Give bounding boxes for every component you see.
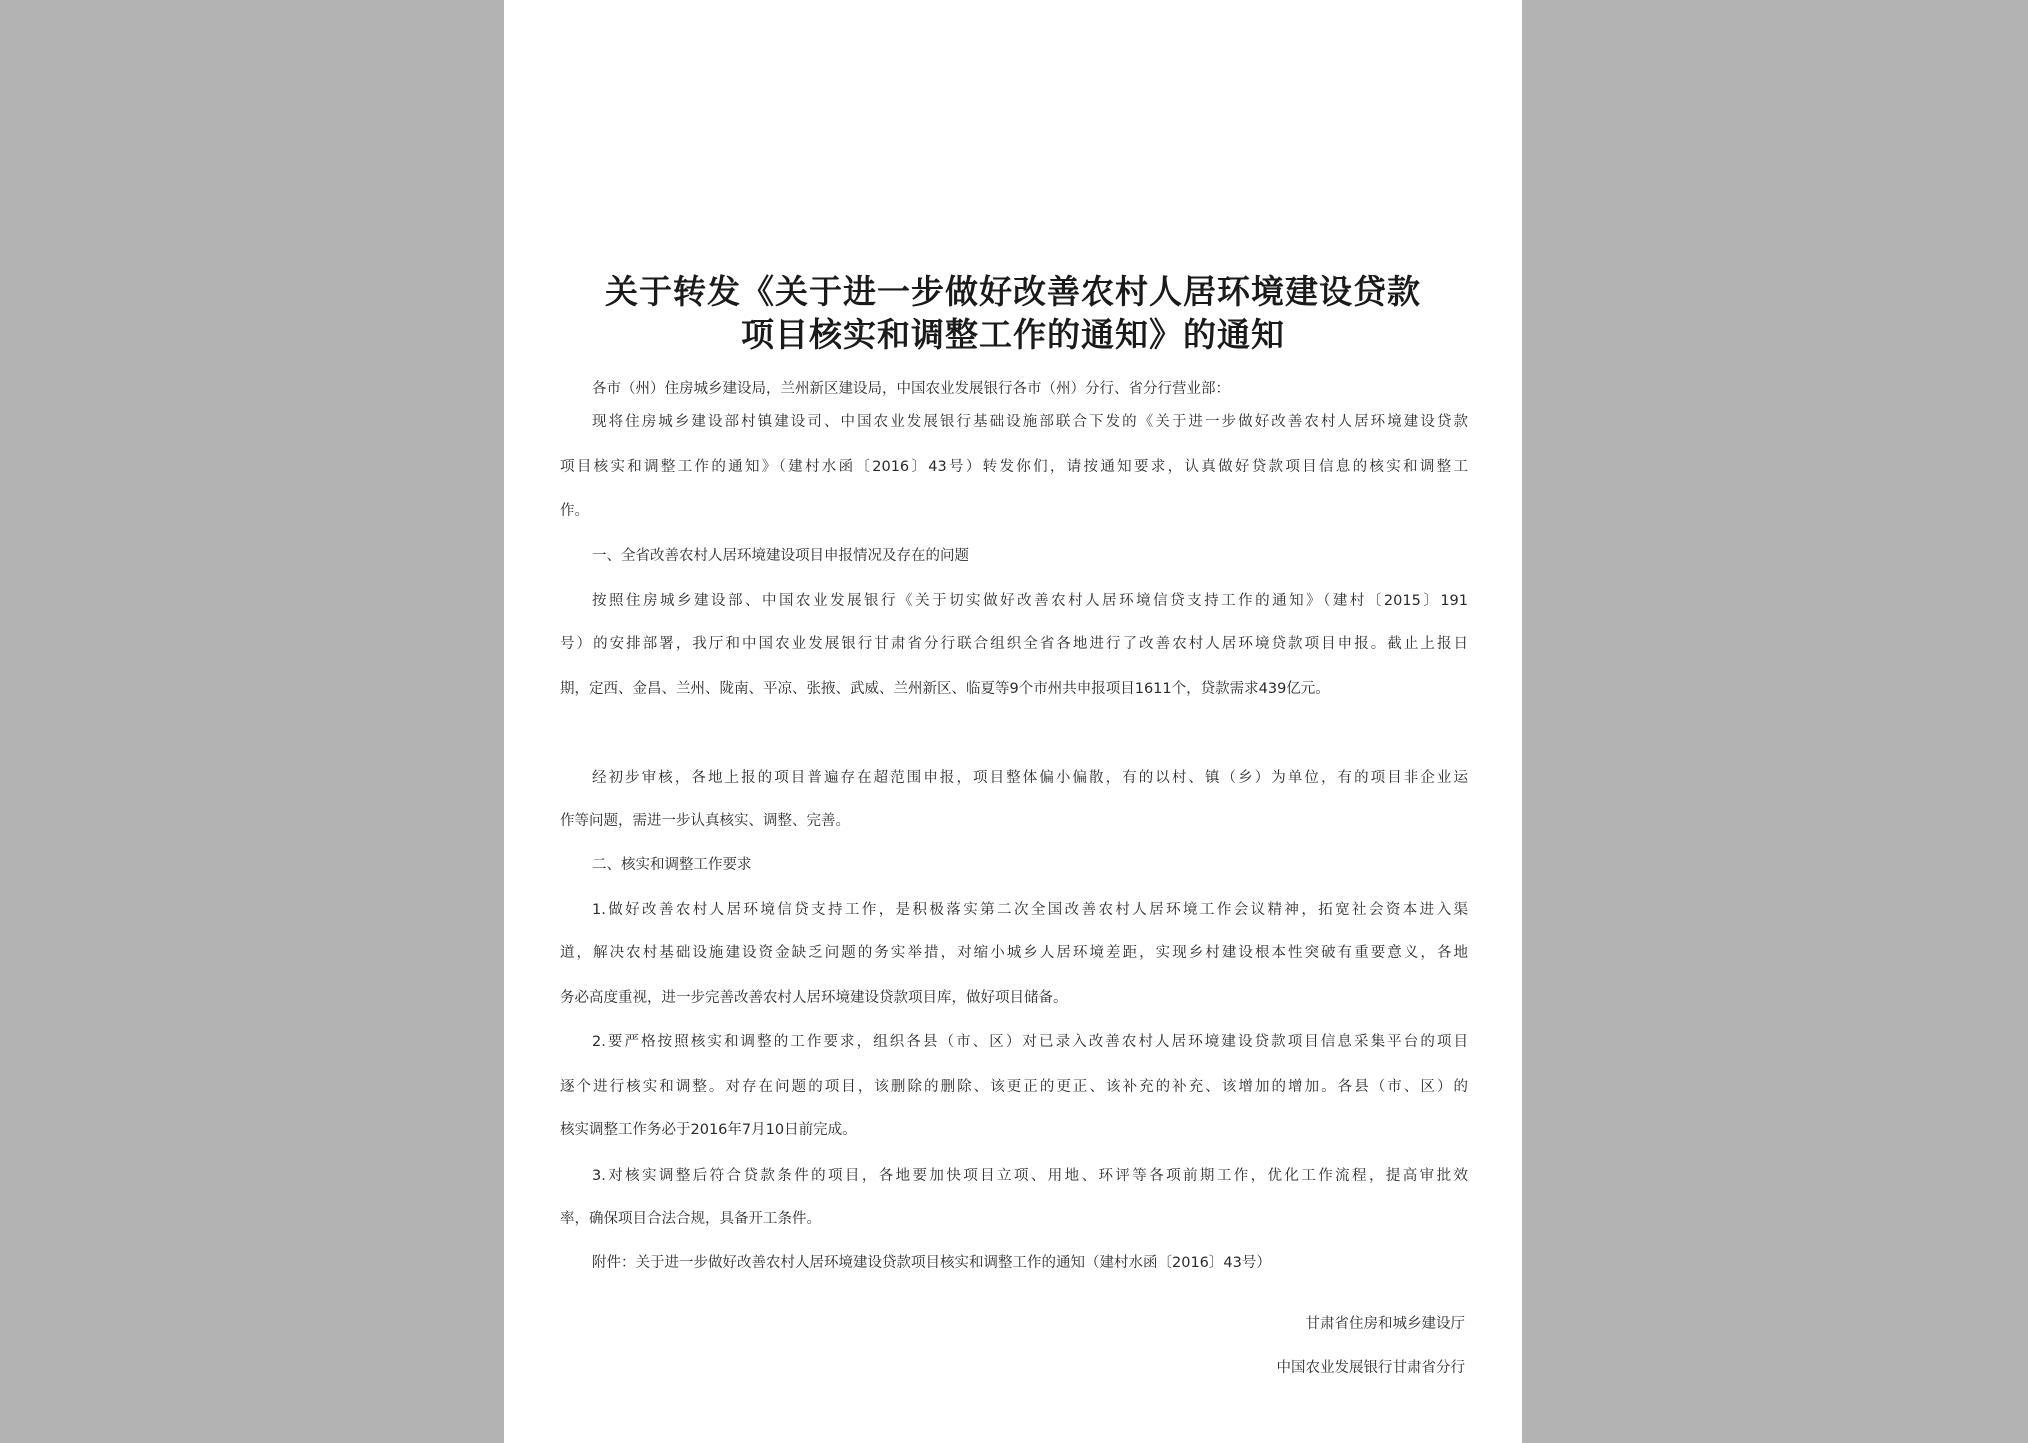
section-1-para-1-line-1: 按照住房城乡建设部、中国农业发展银行《关于切实做好改善农村人居环境信贷支持工作的通知》（建村〔2015〕191 <box>592 593 1468 609</box>
attachment-note: 附件：关于进一步做好改善农村人居环境建设贷款项目核实和调整工作的通知（建村水函〔2016〕43号） <box>592 1255 1271 1271</box>
section-1-para-1-line-2: 号）的安排部署，我厅和中国农业发展银行甘肃省分行联合组织全省各地进行了改善农村人居环境贷款项目申报。截止上报日 <box>560 636 1468 652</box>
section-1-heading: 一、全省改善农村人居环境建设项目申报情况及存在的问题 <box>592 548 969 564</box>
section-2-heading: 二、核实和调整工作要求 <box>592 857 752 873</box>
intro-line-3: 作。 <box>560 503 589 519</box>
document-title-line-1: 关于转发《关于进一步做好改善农村人居环境建设贷款 <box>605 272 1421 311</box>
intro-line-2: 项目核实和调整工作的通知》（建村水函〔2016〕43号）转发你们，请按通知要求，认真做好贷款项目信息的核实和调整工 <box>560 459 1468 475</box>
item-1-line-1: 1.做好改善农村人居环境信贷支持工作，是积极落实第二次全国改善农村人居环境工作会议精神，拓宽社会资本进入渠 <box>592 902 1468 918</box>
document-title-line-2: 项目核实和调整工作的通知》的通知 <box>741 315 1285 354</box>
salutation: 各市（州）住房城乡建设局，兰州新区建设局，中国农业发展银行各市（州）分行、省分行营业部： <box>592 381 1230 397</box>
section-1-para-2-line-2: 作等问题，需进一步认真核实、调整、完善。 <box>560 813 850 829</box>
item-1-line-2: 道，解决农村基础设施建设资金缺乏问题的务实举措，对缩小城乡人居环境差距，实现乡村建设根本性突破有重要意义，各地 <box>560 945 1468 961</box>
item-2-line-3: 核实调整工作务必于2016年7月10日前完成。 <box>560 1122 857 1138</box>
intro-line-1: 现将住房城乡建设部村镇建设司、中国农业发展银行基础设施部联合下发的《关于进一步做好改善农村人居环境建设贷款 <box>592 414 1468 430</box>
item-2-line-1: 2.要严格按照核实和调整的工作要求，组织各县（市、区）对已录入改善农村人居环境建设贷款项目信息采集平台的项目 <box>592 1034 1468 1050</box>
item-2-line-2: 逐个进行核实和调整。对存在问题的项目，该删除的删除、该更正的更正、该补充的补充、该增加的增加。各县（市、区）的 <box>560 1079 1468 1095</box>
section-1-para-1-line-3: 期，定西、金昌、兰州、陇南、平凉、张掖、武威、兰州新区、临夏等9个市州共申报项目1611个，贷款需求439亿元。 <box>560 681 1330 697</box>
document-page <box>504 0 1522 1443</box>
item-3-line-1: 3.对核实调整后符合贷款条件的项目，各地要加快项目立项、用地、环评等各项前期工作，优化工作流程，提高审批效 <box>592 1168 1468 1184</box>
item-1-line-3: 务必高度重视，进一步完善改善农村人居环境建设贷款项目库，做好项目储备。 <box>560 990 1068 1006</box>
signature-housing-department: 甘肃省住房和城乡建设厅 <box>1305 1316 1465 1332</box>
item-3-line-2: 率，确保项目合法合规，具备开工条件。 <box>560 1211 821 1227</box>
signature-agricultural-bank: 中国农业发展银行甘肃省分行 <box>1276 1360 1465 1376</box>
section-1-para-2-line-1: 经初步审核，各地上报的项目普遍存在超范围申报，项目整体偏小偏散，有的以村、镇（乡）为单位，有的项目非企业运 <box>592 770 1468 786</box>
